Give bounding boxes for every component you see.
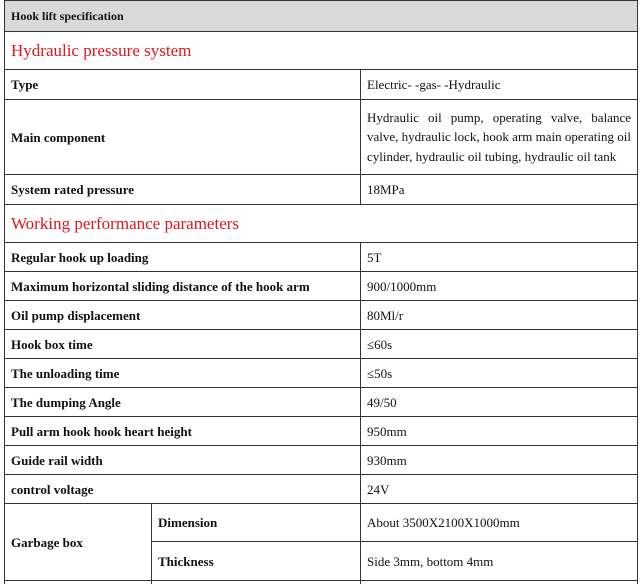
row-label: The dumping Angle <box>5 388 361 417</box>
row-label: control voltage <box>5 475 361 504</box>
section-heading-hydraulic: Hydraulic pressure system <box>5 32 638 70</box>
row-value: 18MPa <box>361 175 638 205</box>
table-row <box>5 330 638 359</box>
row-label: Main component <box>5 100 361 175</box>
table-row <box>5 243 638 272</box>
table-row <box>5 70 638 100</box>
section-heading-performance: Working performance parameters <box>5 205 638 243</box>
row-value: 80Ml/r <box>361 301 638 330</box>
table-row <box>5 417 638 446</box>
row-label: Oil pump displacement <box>5 301 361 330</box>
row-label: Hook box time <box>5 330 361 359</box>
table-row <box>5 388 638 417</box>
row-value: Hydraulic oil pump, operating valve, balance valve, hydraulic lock, hook arm main operating oil cylinder, hydraulic oil tubing, hydraulic oil tank <box>361 100 638 175</box>
table-row <box>5 100 638 175</box>
row-value: Electric- -gas- -Hydraulic <box>361 70 638 100</box>
row-label: System rated pressure <box>5 175 361 205</box>
row-label: Regular hook up loading <box>5 243 361 272</box>
table-row <box>5 504 638 542</box>
hook-lift-spec-table <box>4 0 638 584</box>
row-label: Guide rail width <box>5 446 361 475</box>
cut-off-cell <box>5 581 152 584</box>
table-row <box>5 272 638 301</box>
row-label: Type <box>5 70 361 100</box>
row-value: ≤50s <box>361 359 638 388</box>
table-row-cut-off <box>5 581 638 584</box>
cut-off-cell <box>152 581 361 584</box>
cut-off-cell <box>361 581 638 584</box>
table-row <box>5 175 638 205</box>
row-value: About 3500X2100X1000mm <box>361 504 638 542</box>
row-label: Dimension <box>152 504 361 542</box>
row-value: 49/50 <box>361 388 638 417</box>
row-label: Maximum horizontal sliding distance of the hook arm <box>5 272 361 301</box>
row-value: 900/1000mm <box>361 272 638 301</box>
table-row <box>5 446 638 475</box>
table-row <box>5 301 638 330</box>
row-label: The unloading time <box>5 359 361 388</box>
table-row <box>5 475 638 504</box>
table-row <box>5 359 638 388</box>
row-value: 930mm <box>361 446 638 475</box>
row-value: 950mm <box>361 417 638 446</box>
row-label: Thickness <box>152 542 361 581</box>
row-value: 5T <box>361 243 638 272</box>
row-value: 24V <box>361 475 638 504</box>
garbage-box-label: Garbage box <box>5 504 152 581</box>
row-label: Pull arm hook hook heart height <box>5 417 361 446</box>
row-value: Side 3mm, bottom 4mm <box>361 542 638 581</box>
table-title: Hook lift specification <box>5 1 638 32</box>
row-value: ≤60s <box>361 330 638 359</box>
